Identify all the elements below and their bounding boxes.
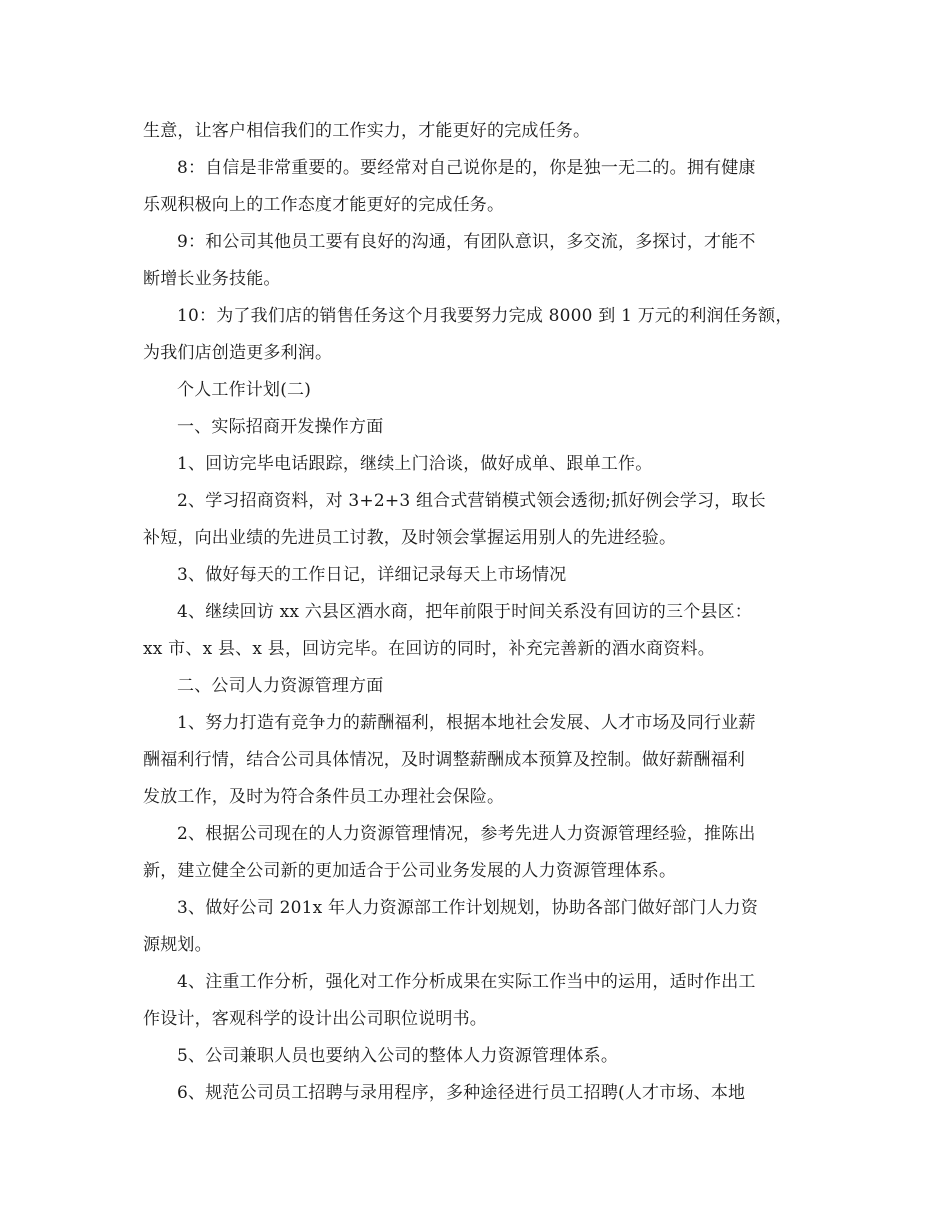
- paragraph: [143, 409, 808, 446]
- text-line: 补短，向出业绩的先进员工讨教，及时领会掌握运用别人的先进经验。: [143, 528, 677, 548]
- text-line: 源规划。: [143, 935, 212, 955]
- paragraph: [143, 372, 808, 409]
- text-line: 1、回访完毕电话跟踪，继续上门洽谈，做好成单、跟单工作。: [177, 454, 653, 474]
- paragraph: [143, 446, 808, 483]
- text-line: 2、根据公司现在的人力资源管理情况，参考先进人力资源管理经验，推陈出: [177, 824, 756, 844]
- text-line: 个人工作计划(二): [177, 380, 312, 400]
- document-body: [143, 113, 808, 1112]
- text-line: 二、公司人力资源管理方面: [177, 676, 384, 696]
- paragraph: [143, 483, 808, 557]
- text-line: 发放工作，及时为符合条件员工办理社会保险。: [143, 787, 505, 807]
- text-line: 4、注重工作分析，强化对工作分析成果在实际工作当中的运用，适时作出工: [177, 972, 756, 992]
- text-line: 作设计，客观科学的设计出公司职位说明书。: [143, 1009, 487, 1029]
- paragraph: [143, 1038, 808, 1075]
- text-line: 3、做好每天的工作日记，详细记录每天上市场情况: [177, 565, 567, 585]
- text-line: 乐观积极向上的工作态度才能更好的完成任务。: [143, 195, 505, 215]
- text-line: 为我们店创造更多利润。: [143, 343, 333, 363]
- paragraph: [143, 298, 808, 372]
- text-line: 3、做好公司 201x 年人力资源部工作计划规划，协助各部门做好部门人力资: [177, 898, 759, 918]
- paragraph: [143, 557, 808, 594]
- text-line: 9：和公司其他员工要有良好的沟通，有团队意识，多交流，多探讨，才能不: [177, 232, 756, 252]
- text-line: 5、公司兼职人员也要纳入公司的整体人力资源管理体系。: [177, 1046, 619, 1066]
- paragraph: [143, 594, 808, 668]
- text-line: 新，建立健全公司新的更加适合于公司业务发展的人力资源管理体系。: [143, 861, 677, 881]
- text-line: 6、规范公司员工招聘与录用程序，多种途径进行员工招聘(人才市场、本地: [177, 1083, 746, 1103]
- paragraph: [143, 964, 808, 1038]
- text-line: 一、实际招商开发操作方面: [177, 417, 384, 437]
- text-line: 生意，让客户相信我们的工作实力，才能更好的完成任务。: [143, 121, 591, 141]
- paragraph: [143, 668, 808, 705]
- text-line: 8：自信是非常重要的。要经常对自己说你是的，你是独一无二的。拥有健康: [177, 158, 756, 178]
- text-line: 2、学习招商资料，对 3+2+3 组合式营销模式领会透彻;抓好例会学习，取长: [177, 491, 766, 511]
- paragraph: [143, 890, 808, 964]
- text-line: 断增长业务技能。: [143, 269, 281, 289]
- text-line: 4、继续回访 xx 六县区酒水商，把年前限于时间关系没有回访的三个县区：: [177, 602, 752, 622]
- paragraph: [143, 1075, 808, 1112]
- paragraph: [143, 150, 808, 224]
- text-line: 1、努力打造有竞争力的薪酬福利，根据本地社会发展、人才市场及同行业薪: [177, 713, 756, 733]
- text-line: 酬福利行情，结合公司具体情况，及时调整薪酬成本预算及控制。做好薪酬福利: [143, 750, 745, 770]
- paragraph: [143, 816, 808, 890]
- paragraph: [143, 224, 808, 298]
- paragraph: [143, 113, 808, 150]
- text-line: 10：为了我们店的销售任务这个月我要努力完成 8000 到 1 万元的利润任务额，: [177, 306, 793, 326]
- text-line: xx 市、x 县、x 县，回访完毕。在回访的同时，补充完善新的酒水商资料。: [143, 639, 715, 659]
- paragraph: [143, 705, 808, 816]
